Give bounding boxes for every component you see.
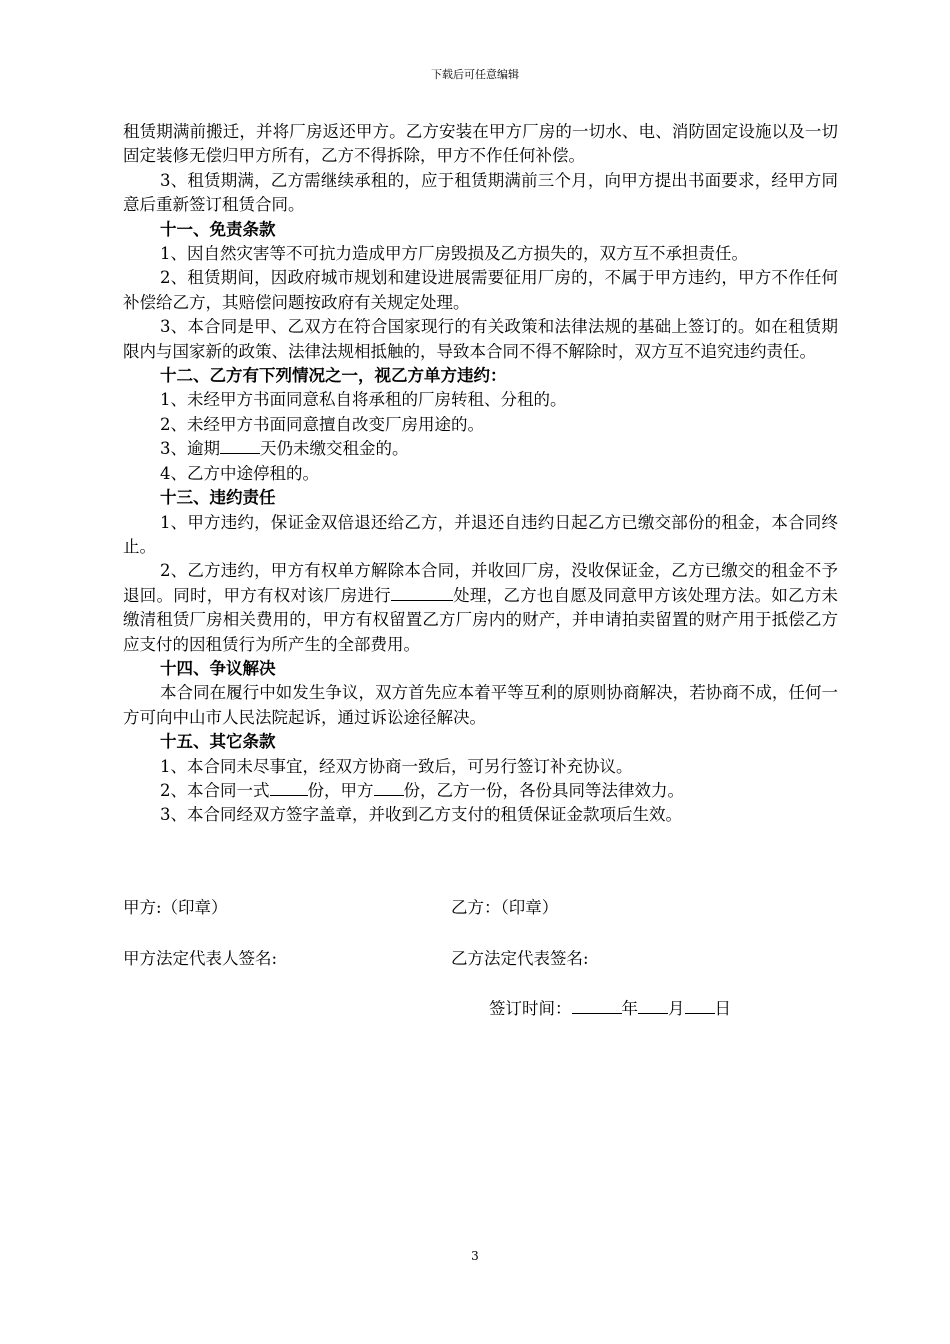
section-heading-12: 十二、乙方有下列情况之一，视乙方单方违约： [160, 366, 507, 386]
fill-blank [374, 780, 404, 796]
fill-blank [270, 780, 308, 796]
paragraph: 2、未经甲方书面同意擅自改变厂房用途的。 [160, 414, 484, 434]
year-blank [572, 998, 622, 1014]
section-heading-15: 十五、其它条款 [160, 732, 276, 752]
contract-body [123, 120, 838, 828]
paragraph [123, 779, 838, 803]
paragraph: 4、乙方中途停租的。 [160, 463, 319, 483]
page-number: 3 [471, 1249, 479, 1263]
party-b-rep-signature: 乙方法定代表签名: [451, 949, 589, 968]
paragraph: 租赁期满前搬迁，并将厂房返还甲方。乙方安装在甲方厂房的一切水、电、消防固定设施以及一切固定装修无偿归甲方所有，乙方不得拆除，甲方不作任何补偿。 [123, 122, 838, 166]
paragraph: 1、甲方违约，保证金双倍退还给乙方，并退还自违约日起乙方已缴交部份的租金，本合同终止。 [123, 512, 838, 556]
text: 2、本合同一式 [160, 780, 270, 800]
fill-blank [391, 585, 453, 601]
text: 3、逾期 [160, 439, 220, 459]
text: 处理，乙方也自愿及同意甲方该处理方法。如乙方未缴清租赁厂房相关费用的，甲方有权留置乙方厂房内的财产，并申请拍卖留置的财产用于抵偿乙方应支付的因租赁行为所产生的全部费用。 [123, 585, 839, 654]
text: 份，乙方一份，各份具同等法律效力。 [403, 780, 684, 800]
day-label: 日 [714, 999, 731, 1018]
paragraph [123, 559, 838, 657]
day-blank [685, 998, 715, 1014]
text: 份，甲方 [307, 780, 374, 800]
paragraph: 1、未经甲方书面同意私自将承租的厂房转租、分租的。 [160, 390, 567, 410]
paragraph: 3、本合同经双方签字盖章，并收到乙方支付的租赁保证金款项后生效。 [160, 805, 682, 825]
paragraph: 1、本合同未尽事宜，经双方协商一致后，可另行签订补充协议。 [160, 756, 633, 776]
month-label: 月 [668, 999, 685, 1018]
section-heading-13: 十三、违约责任 [160, 488, 276, 508]
party-a-rep-signature: 甲方法定代表人签名: [123, 949, 278, 968]
paragraph: 2、租赁期间，因政府城市规划和建设进展需要征用厂房的，不属于甲方违约，甲方不作任何补偿给乙方，其赔偿问题按政府有关规定处理。 [123, 268, 838, 312]
date-label: 签订时间： [489, 999, 572, 1018]
paragraph: 本合同在履行中如发生争议，双方首先应本着平等互利的原则协商解决，若协商不成，任何一方可向中山市人民法院起诉，通过诉讼途径解决。 [123, 683, 838, 727]
paragraph: 3、租赁期满，乙方需继续承租的，应于租赁期满前三个月，向甲方提出书面要求，经甲方同意后重新签订租赁合同。 [123, 170, 838, 215]
year-label: 年 [621, 999, 638, 1018]
paragraph: 1、因自然灾害等不可抗力造成甲方厂房毁损及乙方损失的，双方互不承担责任。 [160, 244, 748, 264]
month-blank [638, 998, 668, 1014]
party-a-seal: 甲方:（印章） [123, 898, 228, 917]
section-heading-11: 十一、免责条款 [160, 219, 276, 239]
text: 2、乙方违约，甲方有权单方解除本合同，并收回厂房，没收保证金，乙方已缴交的租金不予退回。同时，甲方有权对该厂房进行 [123, 561, 838, 605]
section-heading-14: 十四、争议解决 [160, 658, 276, 678]
page-header: 下载后可任意编辑 [431, 68, 519, 81]
signing-date [489, 995, 731, 1019]
fill-blank [220, 438, 260, 454]
paragraph: 3、本合同是甲、乙双方在符合国家现行的有关政策和法律法规的基础上签订的。如在租赁期限内与国家新的政策、法律法规相抵触的，导致本合同不得不解除时，双方互不追究违约责任。 [123, 317, 838, 361]
text: 天仍未缴交租金的。 [260, 439, 409, 459]
paragraph [123, 437, 838, 461]
party-b-seal: 乙方：（印章） [451, 898, 559, 917]
